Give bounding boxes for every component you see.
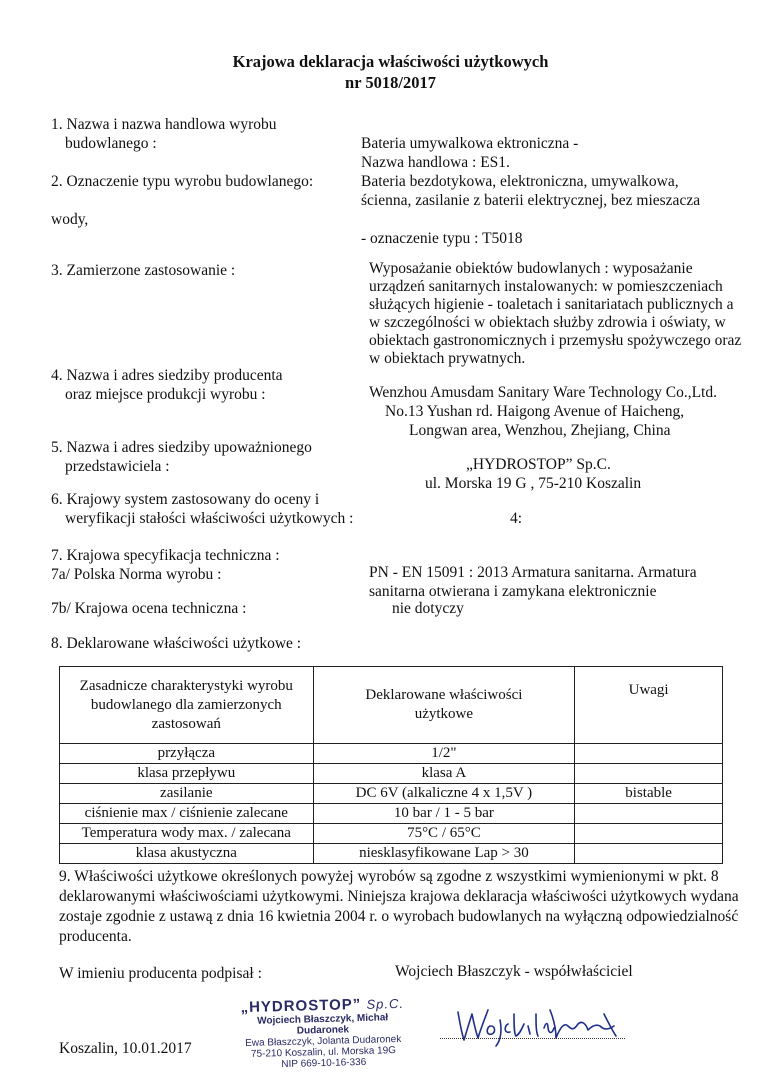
item-5-label-cont: przedstawiciela : — [65, 458, 170, 475]
item-6-label-cont: weryfikacji stałości właściwości użytkowych : — [65, 510, 354, 527]
item-4-label: 4. Nazwa i adres siedziby producenta — [51, 367, 283, 384]
cell-value: 1/2" — [313, 744, 575, 764]
cell-characteristic: klasa akustyczna — [60, 844, 314, 864]
item-3-value-line: obiektach gastronomicznych i przemysłu spożywczego oraz — [369, 332, 742, 349]
item-1-value: Bateria umywalkowa ektroniczna - — [361, 135, 579, 152]
item-9-line: zostaje zgodnie z ustawą z dnia 16 kwietnia 2004 r. o wyrobach budowlanych na wyłączną odpowiedzialność — [59, 908, 739, 925]
item-9-line: deklarowanymi właściwościami użytkowymi. Niniejsza krajowa deklaracja właściwości użytkowych wydana — [59, 888, 739, 905]
stamp-brand-suffix: Sp.C. — [366, 995, 405, 1012]
item-1-label: 1. Nazwa i nazwa handlowa wyrobu — [51, 116, 277, 133]
cell-value: niesklasyfikowane Lap > 30 — [313, 844, 575, 864]
signature-line — [440, 1038, 625, 1039]
signed-label: W imieniu producenta podpisał : — [59, 965, 262, 982]
item-3-value-line: służących higienie - toaletach i sanitariatach publicznych a — [369, 296, 734, 313]
cell-characteristic: zasilanie — [60, 784, 314, 804]
document-number: nr 5018/2017 — [345, 73, 436, 92]
header-line: zastosowań — [151, 715, 221, 732]
cell-characteristic: klasa przepływu — [60, 764, 314, 784]
stamp-line: NIP 669-10-16-336 — [281, 1056, 367, 1071]
item-7b-label: 7b/ Krajowa ocena techniczna : — [51, 600, 247, 617]
item-2-value: Bateria bezdotykowa, elektroniczna, umywalkowa, — [361, 173, 679, 190]
item-3-label: 3. Zamierzone zastosowanie : — [51, 262, 236, 279]
item-9-line: 9. Właściwości użytkowe określonych powyżej wyrobów są zgodne z wszystkimi wymienionymi w pkt. 8 — [59, 868, 719, 885]
item-4-label-cont: oraz miejsce produkcji wyrobu : — [65, 386, 266, 403]
item-2-value-cont: ścienna, zasilanie z baterii elektrycznej, bez mieszacza — [361, 192, 701, 209]
place-date: Koszalin, 10.01.2017 — [59, 1040, 192, 1057]
cell-value: klasa A — [313, 764, 575, 784]
header-line: Zasadnicze charakterystyki wyrobu — [79, 677, 293, 694]
stamp-brand: „HYDROSTOP” — [240, 995, 362, 1017]
stamp-line: Ewa Błaszczyk, Jolanta Dudaronek — [244, 1033, 402, 1050]
table-header-row — [60, 667, 723, 744]
header-declared — [313, 667, 575, 744]
cell-remark — [575, 844, 723, 864]
table-row — [60, 784, 723, 804]
item-7b-value: nie dotyczy — [392, 600, 464, 617]
item-4-address: No.13 Yushan rd. Haigong Avenue of Haicheng, — [385, 403, 685, 420]
cell-characteristic: ciśnienie max / ciśnienie zalecane — [60, 804, 314, 824]
header-line: użytkowe — [414, 706, 474, 722]
item-6-value: 4: — [510, 510, 523, 527]
cell-remark — [575, 824, 723, 844]
table-row — [60, 844, 723, 864]
item-6-label: 6. Krajowy system zastosowany do oceny i — [51, 491, 320, 508]
item-8-label: 8. Deklarowane właściwości użytkowe : — [51, 635, 302, 652]
table-row — [60, 764, 723, 784]
cell-characteristic: Temperatura wody max. / zalecana — [60, 824, 314, 844]
item-3-value-line: w szczególności w obiektach służby zdrowia i oświaty, w — [369, 314, 726, 331]
item-7a-value-cont: sanitarna otwierana i zamykana elektronicznie — [369, 583, 657, 600]
company-stamp — [232, 996, 414, 1072]
item-5-address: ul. Morska 19 G , 75-210 Koszalin — [425, 475, 642, 492]
cell-value: DC 6V (alkaliczne 4 x 1,5V ) — [313, 784, 575, 804]
cell-remark — [575, 804, 723, 824]
header-remarks: Uwagi — [575, 667, 723, 744]
table-row — [60, 804, 723, 824]
item-2-wrap: wody, — [51, 211, 89, 228]
document-title: Krajowa deklaracja właściwości użytkowych — [232, 52, 549, 71]
properties-table — [59, 666, 723, 864]
item-3-value-line: Wyposażanie obiektów budowlanych : wyposażanie — [369, 260, 693, 277]
cell-characteristic: przyłącza — [60, 744, 314, 764]
item-2-type-designation: - oznaczenie typu : T5018 — [361, 230, 523, 247]
cell-remark — [575, 764, 723, 784]
table-row — [60, 744, 723, 764]
item-5-representative: „HYDROSTOP” Sp.C. — [466, 456, 611, 473]
item-3-value-line: urządzeń sanitarnych instalowanych: w pomieszczeniach — [369, 278, 723, 295]
item-3-value-line: w obiektach prywatnych. — [369, 350, 526, 367]
item-4-address-cont: Longwan area, Wenzhou, Zhejiang, China — [409, 422, 671, 439]
item-7-label: 7. Krajowa specyfikacja techniczna : — [51, 547, 280, 564]
stamp-line: 75-210 Koszalin, ul. Morska 19G — [250, 1045, 397, 1060]
cell-value: 75°C / 65°C — [313, 824, 575, 844]
header-line: Deklarowane właściwości — [365, 687, 523, 703]
item-5-label: 5. Nazwa i adres siedziby upoważnionego — [51, 439, 312, 456]
cell-value: 10 bar / 1 - 5 bar — [313, 804, 575, 824]
item-9-line: producenta. — [59, 928, 132, 945]
table-row — [60, 824, 723, 844]
handwritten-signature — [448, 1000, 638, 1060]
cell-remark: bistable — [575, 784, 723, 804]
cell-remark — [575, 744, 723, 764]
item-7a-value: PN - EN 15091 : 2013 Armatura sanitarna. Armatura — [369, 564, 697, 581]
header-line: budowlanego dla zamierzonych — [90, 696, 282, 713]
header-characteristics — [60, 667, 314, 744]
stamp-line: Wojciech Błaszczyk, Michał Dudaronek — [257, 1012, 389, 1037]
item-7a-label: 7a/ Polska Norma wyrobu : — [51, 566, 222, 583]
signer-name: Wojciech Błaszczyk - współwłaściciel — [395, 963, 633, 980]
item-1-label-cont: budowlanego : — [65, 135, 157, 152]
item-4-manufacturer: Wenzhou Amusdam Sanitary Ware Technology Co.,Ltd. — [369, 384, 717, 401]
item-2-label: 2. Oznaczenie typu wyrobu budowlanego: — [51, 173, 314, 190]
item-1-trade-name: Nazwa handlowa : ES1. — [361, 154, 510, 171]
